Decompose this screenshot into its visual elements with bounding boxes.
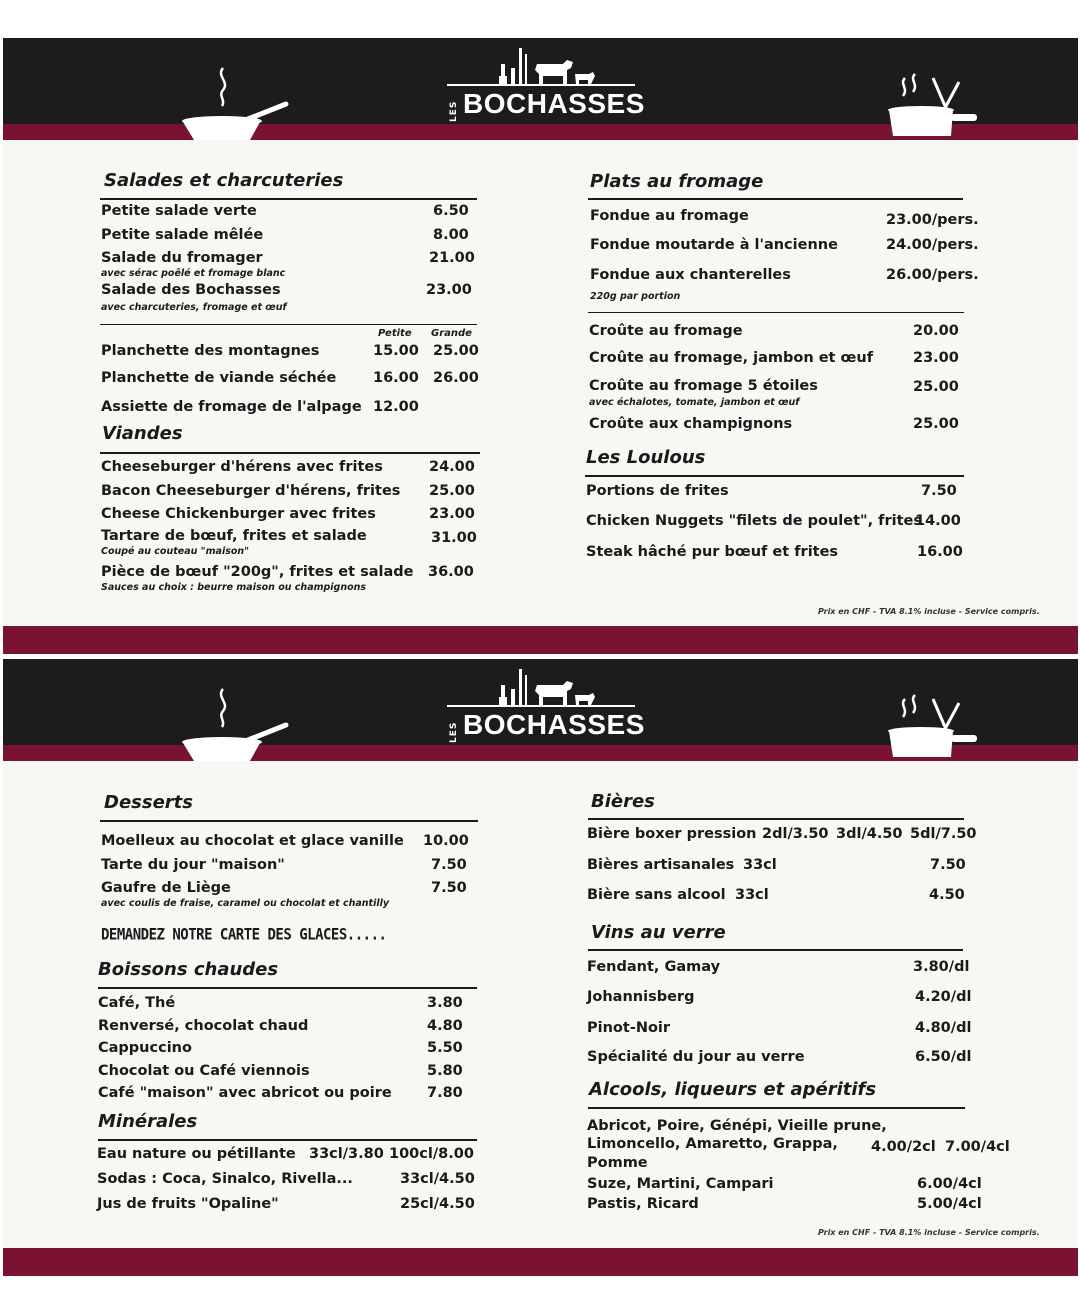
menu-item-price-2dl: 2dl/3.50 bbox=[762, 826, 829, 842]
section-rule bbox=[588, 1107, 965, 1109]
menu-item-name: Sodas : Coca, Sinalco, Rivella... bbox=[97, 1171, 353, 1187]
menu-item-name: Chocolat ou Café viennois bbox=[98, 1063, 310, 1079]
menu-item-name: Petite salade verte bbox=[101, 203, 257, 219]
menu-item-name: Gaufre de Liège bbox=[101, 880, 231, 896]
menu-item-name: Salade du fromager bbox=[101, 250, 263, 266]
menu-item-name: Fondue moutarde à l'ancienne bbox=[590, 237, 838, 253]
menu-item-price: 24.00 bbox=[429, 459, 475, 475]
menu-item-name: Cheeseburger d'hérens avec frites bbox=[101, 459, 383, 475]
menu-item-detail: avec charcuteries, fromage et œuf bbox=[101, 302, 287, 313]
menu-item-price: 20.00 bbox=[913, 323, 959, 339]
section-title-alcools: Alcools, liqueurs et apéritifs bbox=[589, 1079, 877, 1100]
menu-item-price-grande: 25.00 bbox=[433, 343, 479, 359]
section-title-viandes: Viandes bbox=[102, 423, 183, 444]
menu-item-name: Renversé, chocolat chaud bbox=[98, 1018, 309, 1034]
menu-item-price: 6.00/4cl bbox=[917, 1176, 982, 1192]
bochasses-logo bbox=[443, 42, 643, 124]
section-rule bbox=[585, 475, 964, 477]
menu-item-price-petite: 15.00 bbox=[373, 343, 419, 359]
menu-item-price: 8.00 bbox=[433, 227, 469, 243]
price-footnote: Prix en CHF - TVA 8.1% incluse - Service compris. bbox=[818, 607, 1040, 616]
menu-item-price: 14.00 bbox=[915, 513, 961, 529]
menu-item-price: 23.00 bbox=[426, 282, 472, 298]
menu-item-price: 3.80 bbox=[427, 995, 463, 1011]
menu-item-price: 25.00 bbox=[913, 379, 959, 395]
caquelon-steam-icon bbox=[178, 685, 293, 769]
menu-item-price-large: 100cl/8.00 bbox=[389, 1146, 474, 1162]
menu-item-price: 24.00/pers. bbox=[886, 237, 979, 253]
menu-item-detail: Sauces au choix : beurre maison ou champignons bbox=[101, 582, 367, 593]
logo-wordmark: BOCHASSES bbox=[463, 88, 645, 119]
menu-item-price: 4.20/dl bbox=[915, 989, 972, 1005]
section-title-loulous: Les Loulous bbox=[586, 447, 706, 468]
menu-item-name: Bacon Cheeseburger d'hérens, frites bbox=[101, 483, 401, 499]
menu-item-name: Café, Thé bbox=[98, 995, 176, 1011]
menu-item-price: 21.00 bbox=[429, 250, 475, 266]
menu-item-detail: avec sérac poêlé et fromage blanc bbox=[101, 268, 286, 279]
section-rule bbox=[100, 452, 480, 454]
ice-cream-menu-callout: DEMANDEZ NOTRE CARTE DES GLACES..... bbox=[101, 925, 387, 945]
section-title-vins: Vins au verre bbox=[591, 922, 726, 943]
logo-les: LES bbox=[449, 100, 459, 122]
menu-item-price: 4.80/dl bbox=[915, 1020, 972, 1036]
menu-item-name: Fendant, Gamay bbox=[587, 959, 721, 975]
menu-item-price: 23.00/pers. bbox=[886, 212, 979, 228]
menu-item-price: 16.00 bbox=[917, 544, 963, 560]
menu-item-price: 36.00 bbox=[428, 564, 474, 580]
menu-item-price: 23.00 bbox=[913, 350, 959, 366]
menu-item-name: Fondue aux chanterelles bbox=[590, 267, 791, 283]
menu-item-name: Salade des Bochasses bbox=[101, 282, 281, 298]
section-rule bbox=[98, 987, 477, 989]
menu-item-price: 33cl/4.50 bbox=[400, 1171, 475, 1187]
price-footnote: Prix en CHF - TVA 8.1% incluse - Service compris. bbox=[818, 1228, 1040, 1237]
section-title-salades: Salades et charcuteries bbox=[104, 170, 344, 191]
menu-item-price: 26.00/pers. bbox=[886, 267, 979, 283]
menu-item-price: 5.00/4cl bbox=[917, 1196, 982, 1212]
section-rule bbox=[98, 1139, 477, 1141]
menu-item-name: Cheese Chickenburger avec frites bbox=[101, 506, 376, 522]
menu-item-name: Portions de frites bbox=[586, 483, 729, 499]
section-rule bbox=[100, 324, 477, 325]
menu-item-detail: Coupé au couteau "maison" bbox=[101, 546, 250, 557]
menu-item-name: Eau nature ou pétillante bbox=[97, 1146, 296, 1162]
fondue-pot-icon bbox=[883, 689, 983, 769]
menu-item-price-2cl: 4.00/2cl bbox=[871, 1139, 936, 1155]
menu-item-price: 7.50 bbox=[431, 880, 467, 896]
menu-item-size: 33cl bbox=[735, 887, 769, 903]
menu-item-price-3dl: 3dl/4.50 bbox=[836, 826, 903, 842]
menu-item-price: 7.50 bbox=[930, 857, 966, 873]
menu-item-price: 6.50/dl bbox=[915, 1049, 972, 1065]
section-title-minerales: Minérales bbox=[98, 1111, 198, 1132]
menu-item-price-petite: 12.00 bbox=[373, 399, 419, 415]
menu-item-name: Suze, Martini, Campari bbox=[587, 1176, 774, 1192]
menu-item-price: 4.80 bbox=[427, 1018, 463, 1034]
section-rule bbox=[588, 818, 964, 820]
menu-item-price: 7.80 bbox=[427, 1085, 463, 1101]
menu-item-name: Assiette de fromage de l'alpage bbox=[101, 399, 362, 415]
menu-item-name: Tarte du jour "maison" bbox=[101, 857, 285, 873]
menu-item-name: Cappuccino bbox=[98, 1040, 192, 1056]
menu-item-price: 25.00 bbox=[429, 483, 475, 499]
menu-item-name-cont: Limoncello, Amaretto, Grappa, bbox=[587, 1136, 838, 1152]
menu-item-price: 25.00 bbox=[913, 416, 959, 432]
section-rule bbox=[100, 820, 478, 822]
menu-item-price: 25cl/4.50 bbox=[400, 1196, 475, 1212]
logo-wordmark: BOCHASSES bbox=[463, 709, 645, 740]
menu-page-food bbox=[3, 38, 1078, 654]
menu-item-name: Croûte au fromage 5 étoiles bbox=[589, 378, 818, 394]
menu-item-name: Pinot-Noir bbox=[587, 1020, 671, 1036]
bochasses-logo bbox=[443, 663, 643, 745]
logo-les: LES bbox=[449, 721, 459, 743]
section-title-desserts: Desserts bbox=[104, 792, 193, 813]
section-title-fromage: Plats au fromage bbox=[590, 171, 764, 192]
menu-item-price: 7.50 bbox=[921, 483, 957, 499]
section-title-boissons-chaudes: Boissons chaudes bbox=[98, 959, 279, 980]
menu-item-name: Croûte au fromage, jambon et œuf bbox=[589, 350, 874, 366]
menu-item-price: 31.00 bbox=[431, 530, 477, 546]
menu-item-detail: avec coulis de fraise, caramel ou chocolat et chantilly bbox=[101, 898, 390, 909]
menu-item-name: Croûte au fromage bbox=[589, 323, 743, 339]
menu-item-name: Planchette de viande séchée bbox=[101, 370, 337, 386]
menu-item-price: 23.00 bbox=[429, 506, 475, 522]
column-header-petite: Petite bbox=[378, 328, 412, 339]
menu-item-name: Abricot, Poire, Génépi, Vieille prune, bbox=[587, 1118, 887, 1134]
caquelon-steam-icon bbox=[178, 64, 293, 148]
menu-item-price: 5.80 bbox=[427, 1063, 463, 1079]
menu-item-price: 5.50 bbox=[427, 1040, 463, 1056]
section-title-bieres: Bières bbox=[591, 791, 655, 812]
menu-item-name: Steak hâché pur bœuf et frites bbox=[586, 544, 839, 560]
menu-item-name: Croûte aux champignons bbox=[589, 416, 793, 432]
menu-item-detail: avec échalotes, tomate, jambon et œuf bbox=[589, 397, 800, 408]
menu-item-name: Bière boxer pression bbox=[587, 826, 757, 842]
menu-item-name: Pastis, Ricard bbox=[587, 1196, 699, 1212]
section-rule bbox=[588, 949, 963, 951]
menu-item-name: Pièce de bœuf "200g", frites et salade bbox=[101, 564, 414, 580]
menu-item-size: 33cl bbox=[743, 857, 777, 873]
menu-item-name-cont: Pomme bbox=[587, 1155, 648, 1171]
menu-item-name: Bière sans alcool bbox=[587, 887, 726, 903]
menu-item-price: 7.50 bbox=[431, 857, 467, 873]
menu-item-price: 10.00 bbox=[423, 833, 469, 849]
menu-item-name: Petite salade mêlée bbox=[101, 227, 264, 243]
menu-item-name: Tartare de bœuf, frites et salade bbox=[101, 528, 367, 544]
menu-item-price-petite: 16.00 bbox=[373, 370, 419, 386]
menu-item-name: Jus de fruits "Opaline" bbox=[97, 1196, 279, 1212]
menu-item-price: 3.80/dl bbox=[913, 959, 970, 975]
footer-accent-stripe bbox=[3, 1248, 1078, 1276]
menu-item-name: Café "maison" avec abricot ou poire bbox=[98, 1085, 392, 1101]
menu-item-price-grande: 26.00 bbox=[433, 370, 479, 386]
menu-item-name: Chicken Nuggets "filets de poulet", frites bbox=[586, 513, 922, 529]
menu-item-price: 4.50 bbox=[929, 887, 965, 903]
menu-page-drinks bbox=[3, 659, 1078, 1276]
menu-item-price-small: 33cl/3.80 bbox=[309, 1146, 384, 1162]
menu-item-name: Fondue au fromage bbox=[590, 208, 749, 224]
fondue-pot-icon bbox=[883, 68, 983, 148]
menu-item-price-5dl: 5dl/7.50 bbox=[910, 826, 977, 842]
menu-item-name: Moelleux au chocolat et glace vanille bbox=[101, 833, 404, 849]
footer-accent-stripe bbox=[3, 626, 1078, 654]
menu-item-name: Bières artisanales bbox=[587, 857, 735, 873]
section-rule bbox=[100, 198, 477, 200]
menu-item-name: Planchette des montagnes bbox=[101, 343, 320, 359]
menu-item-price: 6.50 bbox=[433, 203, 469, 219]
column-header-grande: Grande bbox=[431, 328, 472, 339]
menu-item-price-4cl: 7.00/4cl bbox=[945, 1139, 1010, 1155]
section-rule bbox=[588, 198, 963, 200]
section-rule bbox=[588, 312, 964, 313]
menu-item-name: Johannisberg bbox=[587, 989, 695, 1005]
menu-item-name: Spécialité du jour au verre bbox=[587, 1049, 805, 1065]
menu-item-detail: 220g par portion bbox=[590, 291, 681, 302]
